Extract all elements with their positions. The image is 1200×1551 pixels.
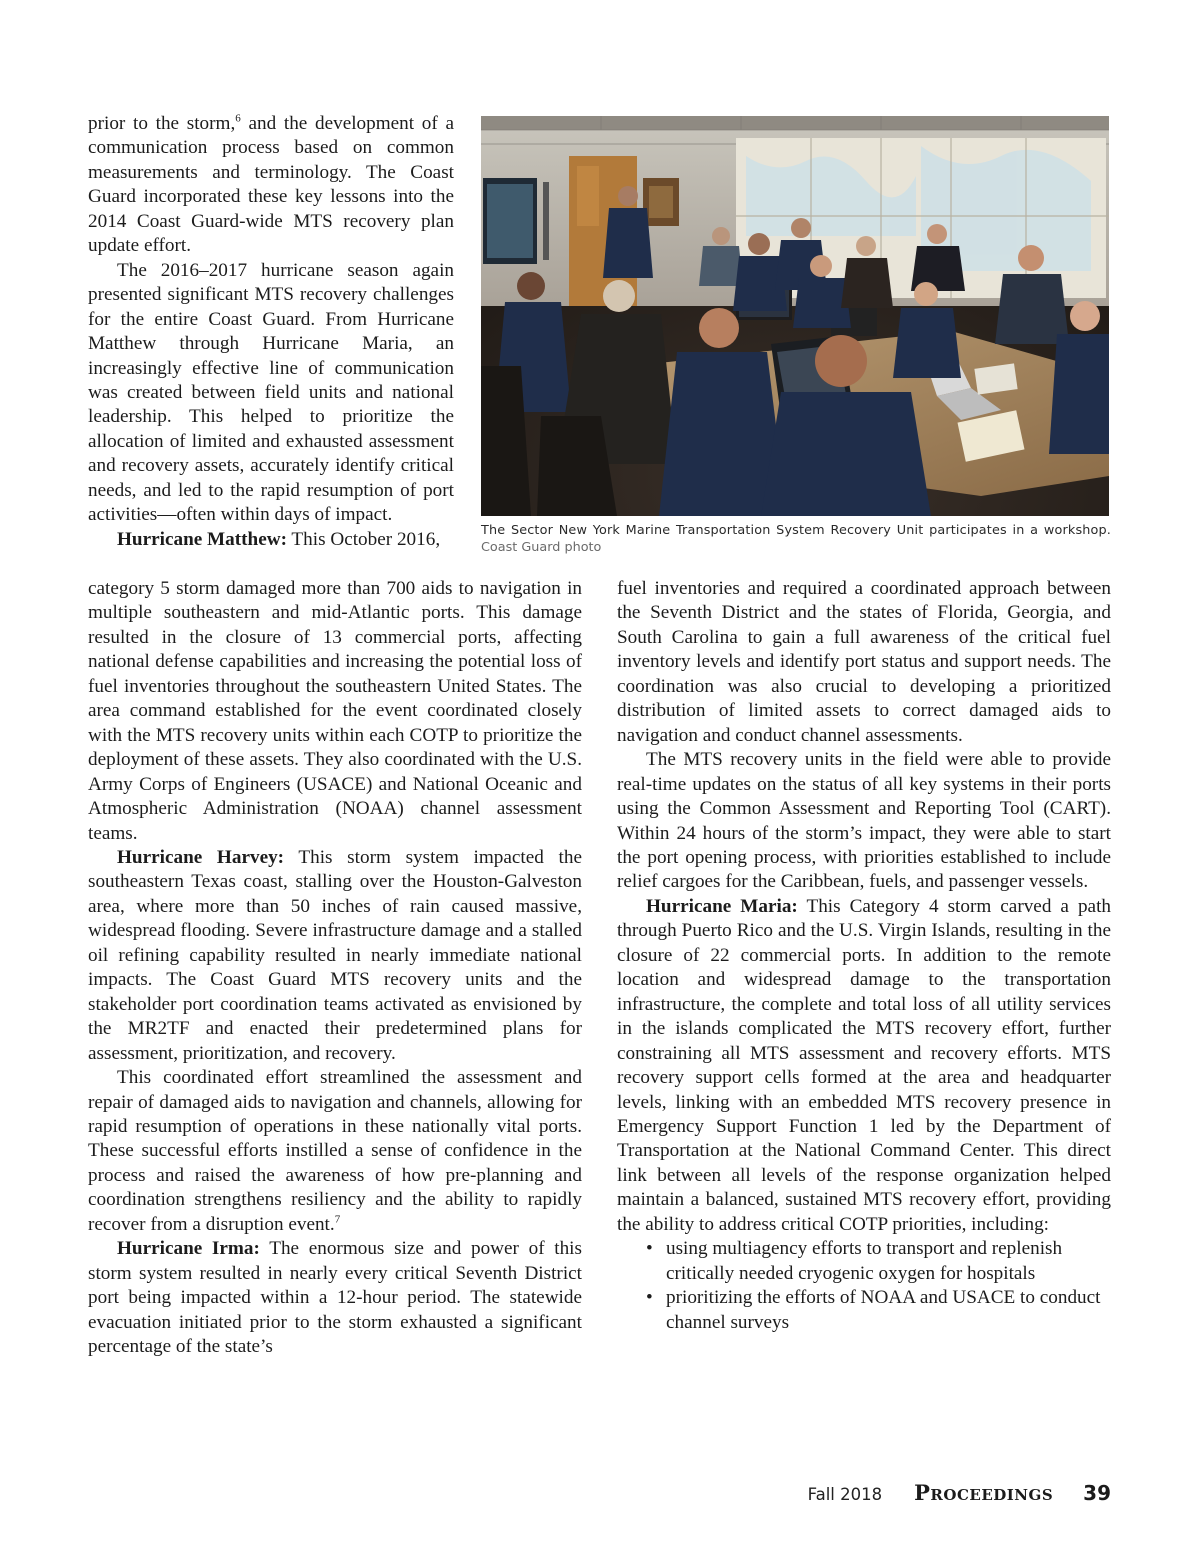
list-item: • using multiagency efforts to transport and replenish critically needed cryogenic oxygen for hospitals: [646, 1238, 1063, 1284]
heading-hurricane-irma: Hurricane Irma:: [117, 1238, 260, 1260]
paragraph-coordinated-effort: This coordinated effort streamlined the assessment and repair of damaged aids to navigation and channels, allowing for rapid resumption of operations in these nationally vital ports. These successful efforts instilled a sense of confidence in the process and raised the awareness of how pre-planning and coordination strengthens resiliency and the ability to rapidly recover from a disruption event.$^7$: [88, 1067, 582, 1235]
paragraph-matthew-body: category 5 storm damaged more than 700 aids to navigation in multiple southeastern and mid-Atlantic ports. This damage resulted in the closure of 13 commercial ports, affecting national defense capabilities and increasing the potential loss of fuel inventories throughout the southeastern United States. The area command established for the event coordinated closely with the MTS recovery units within each COTP to prioritize the deployment of these assets. They also coordinated with the U.S. Army Corps of Engineers (USACE) and National Oceanic and Atmospheric Administration (NOAA) channel assessment teams.: [88, 578, 582, 844]
paragraph-maria: Hurricane Maria: This Category 4 storm carved a path through Puerto Rico and the U.S. Virgin Islands, resulting in the closure of 22 commercial ports. In addition to the remote location and widespread damage to the transportation infrastructure, the complete and total loss of all utility services in the islands complicated the MTS recovery effort, further constraining all MTS assessment and recovery efforts. MTS recovery support cells formed at the area and headquarter levels, linking with an embedded MTS recovery presence in Emergency Support Function 1 led by the Department of Transportation at the National Command Center. This direct link between all levels of the response organization helped maintain a balanced, sustained MTS recovery effort, providing the ability to address critical COTP priorities, including:: [617, 895, 1111, 1235]
caption-text: The Sector New York Marine Transportation System Recovery Unit participates in a workshop.: [481, 523, 1111, 538]
workshop-photo: [481, 116, 1109, 516]
paragraph-harvey: Hurricane Harvey: This storm system impacted the southeastern Texas coast, stalling over the Houston-Galveston area, where more than 50 inches of rain caused massive, widespread flooding. Severe infrastructure damage and a stalled oil refining capability resulted in nearly immediate national impacts. The Coast Guard MTS recovery units and the stakeholder port coordination teams activated as envisioned by the MR2TF and enacted their predetermined plans for assessment, prioritization, and recovery.: [88, 846, 582, 1064]
paragraph-hurricane-season: The 2016–2017 hurricane season again presented significant MTS recovery challenges for the entire Coast Guard. From Hurricane Matthew through Hurricane Maria, an increasingly effective line of communication was created between field units and national leadership. This helped to prioritize the allocation of limited and exhausted assessment and recovery assets, accurately identify critical needs, and led to the rapid resumption of port activities—often within days of impact.: [88, 259, 454, 526]
left-column: [88, 577, 582, 1360]
list-item: • prioritizing the efforts of NOAA and USACE to conduct channel surveys: [646, 1287, 1101, 1333]
priorities-list: [617, 1237, 1111, 1335]
left-column-top: [88, 112, 454, 552]
paragraph-irma-continued: fuel inventories and required a coordinated approach between the Seventh District and the states of Florida, Georgia, and South Carolina to gain a full awareness of the critical fuel inventory levels and identify port status and support needs. The coordination was also crucial to developing a prioritized distribution of limited assets to correct damaged aids to navigation and conduct channel assessments.: [617, 578, 1111, 746]
right-column: [617, 577, 1111, 1335]
page-number: 39: [1083, 1481, 1111, 1505]
page-footer: [808, 1480, 1111, 1508]
paragraph-irma: Hurricane Irma: The enormous size and power of this storm system resulted in nearly every critical Seventh District port being impacted within a 12-hour period. The statewide evacuation initiated prior to the storm exhausted a significant percentage of the state’s: [88, 1238, 582, 1358]
paragraph-prior-storm: prior to the storm,$^6$ and the development of a communication process based on common measurements and terminology. The Coast Guard incorporated these key lessons into the 2014 Coast Guard-wide MTS recovery plan update effort.: [88, 112, 455, 257]
workshop-photo-illustration: [481, 116, 1109, 516]
photo-caption: [481, 522, 1111, 556]
paragraph-matthew-lead: Hurricane Matthew: This October 2016,: [117, 528, 441, 550]
issue-date: Fall 2018: [807, 1485, 883, 1504]
magazine-name: Proceedings: [914, 1480, 1054, 1505]
paragraph-field-units: The MTS recovery units in the field were able to provide real-time updates on the status of all key systems in their ports using the Common Assessment and Reporting Tool (CART). Within 24 hours of the storm’s impact, they were able to start the port opening process, with priorities established to include relief cargoes for the Caribbean, fuels, and passenger vessels.: [617, 749, 1111, 893]
bullet-icon: •: [646, 1287, 653, 1309]
heading-hurricane-maria: Hurricane Maria:: [646, 895, 798, 917]
footnote-ref-6[interactable]: 6: [235, 112, 241, 125]
heading-hurricane-harvey: Hurricane Harvey:: [117, 846, 285, 868]
heading-hurricane-matthew: Hurricane Matthew:: [117, 528, 287, 550]
photo-credit: Coast Guard photo: [481, 540, 602, 555]
bullet-icon: •: [646, 1238, 653, 1260]
footnote-ref-7[interactable]: 7: [334, 1213, 341, 1226]
